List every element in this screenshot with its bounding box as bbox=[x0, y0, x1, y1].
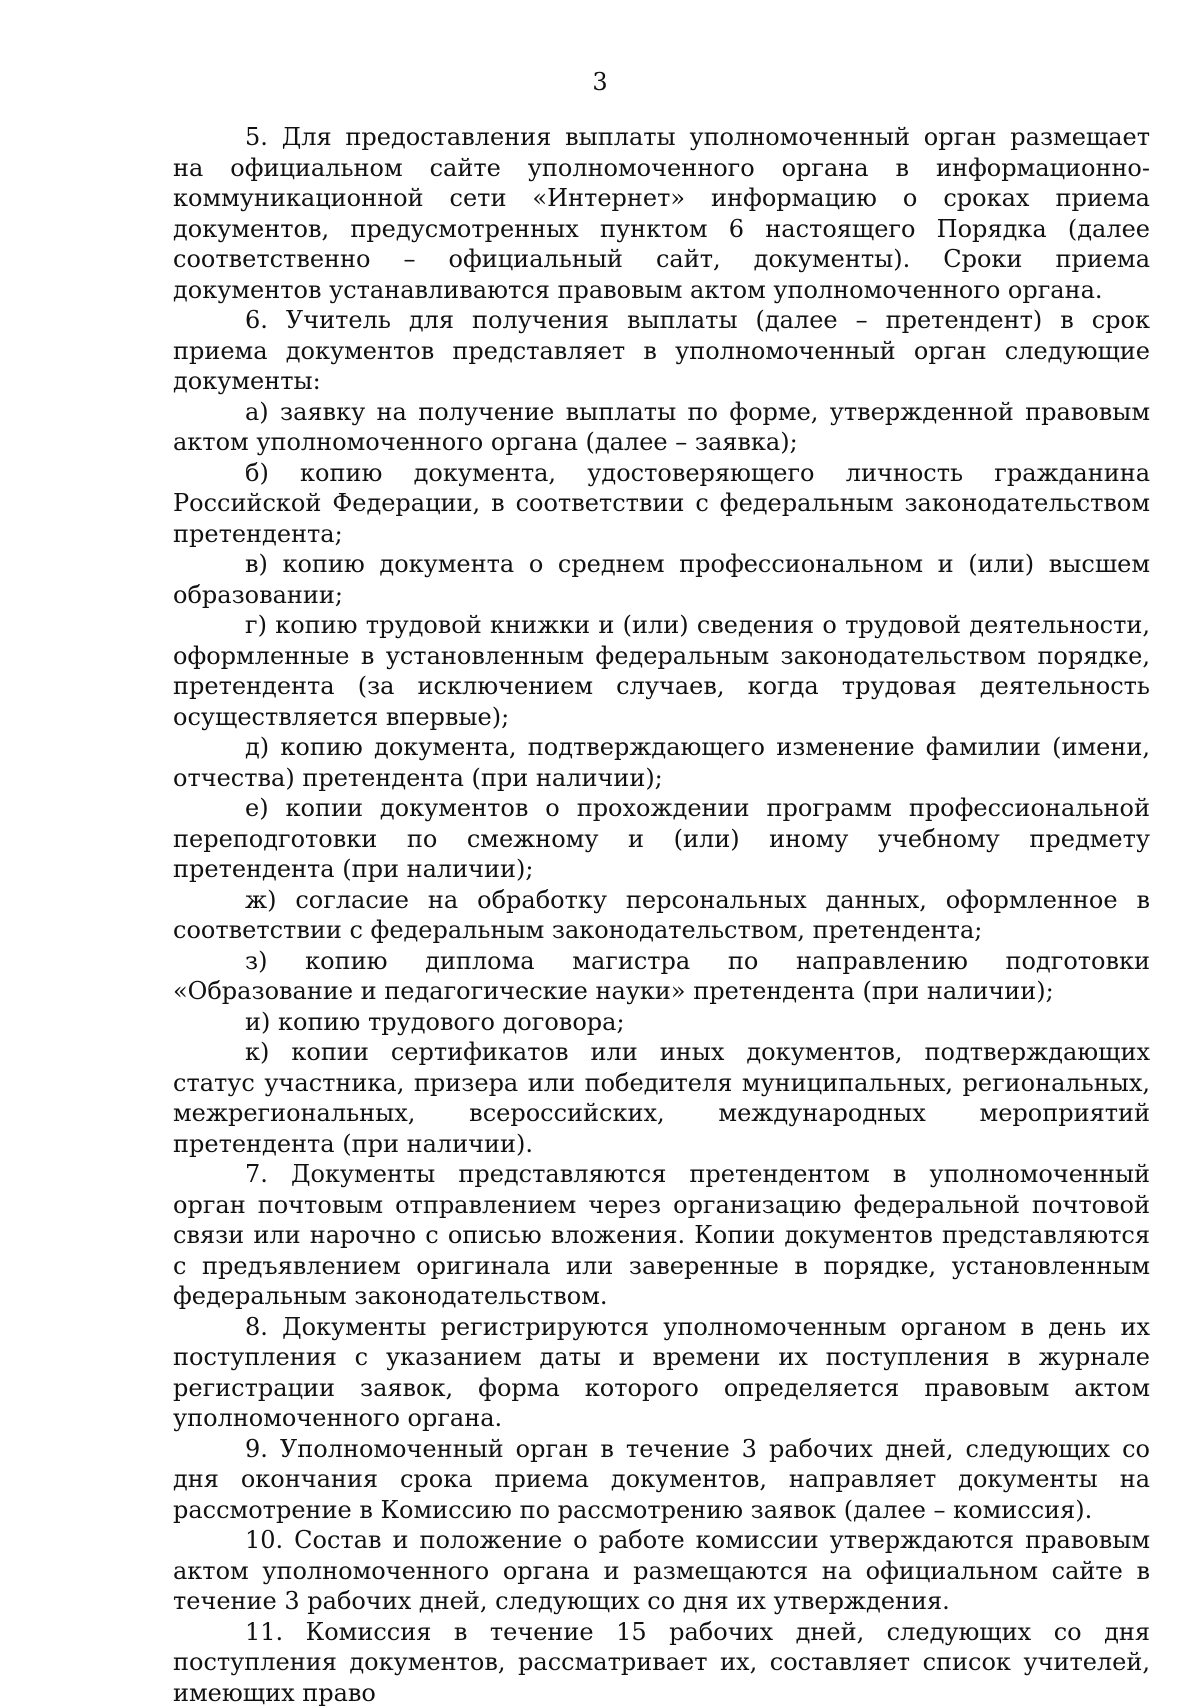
paragraph-item-7: 7. Документы представляются претендентом в уполномоченный орган почтовым отправлением через организацию федеральной почтовой связи или нарочно с описью вложения. Копии документов представляются с предъявлением оригинала или заверенные в порядке, установленным федеральным законодательством. bbox=[173, 1159, 1150, 1312]
paragraph-subitem-a: а) заявку на получение выплаты по форме, утвержденной правовым актом уполномоченного органа (далее – заявка); bbox=[173, 397, 1150, 458]
paragraph-item-10: 10. Состав и положение о работе комиссии утверждаются правовым актом уполномоченного органа и размещаются на официальном сайте в течение 3 рабочих дней, следующих со дня их утверждения. bbox=[173, 1525, 1150, 1617]
paragraph-item-11: 11. Комиссия в течение 15 рабочих дней, следующих со дня поступления документов, рассматривает их, составляет список учителей, имеющих право bbox=[173, 1617, 1150, 1708]
paragraph-subitem-d: д) копию документа, подтверждающего изменение фамилии (имени, отчества) претендента (при наличии); bbox=[173, 732, 1150, 793]
paragraph-item-8: 8. Документы регистрируются уполномоченным органом в день их поступления с указанием даты и времени их поступления в журнале регистрации заявок, форма которого определяется правовым актом уполномоченного органа. bbox=[173, 1312, 1150, 1434]
paragraph-subitem-z: з) копию диплома магистра по направлению подготовки «Образование и педагогические науки» претендента (при наличии); bbox=[173, 946, 1150, 1007]
paragraph-item-9: 9. Уполномоченный орган в течение 3 рабочих дней, следующих со дня окончания срока приема документов, направляет документы на рассмотрение в Комиссию по рассмотрению заявок (далее – комиссия). bbox=[173, 1434, 1150, 1526]
paragraph-subitem-g: г) копию трудовой книжки и (или) сведения о трудовой деятельности, оформленные в установленным федеральным законодательством порядке, претендента (за исключением случаев, когда трудовая деятельность осуществляется впервые); bbox=[173, 610, 1150, 732]
paragraph-item-5: 5. Для предоставления выплаты уполномоченный орган размещает на официальном сайте уполномоченного органа в информационно-коммуникационной сети «Интернет» информацию о сроках приема документов, предусмотренных пунктом 6 настоящего Порядка (далее соответственно – официальный сайт, документы). Сроки приема документов устанавливаются правовым актом уполномоченного органа. bbox=[173, 122, 1150, 305]
paragraph-subitem-k: к) копии сертификатов или иных документов, подтверждающих статус участника, призера или победителя муниципальных, региональных, межрегиональных, всероссийских, международных мероприятий претендента (при наличии). bbox=[173, 1037, 1150, 1159]
document-body bbox=[173, 122, 1150, 1708]
paragraph-subitem-b: б) копию документа, удостоверяющего личность гражданина Российской Федерации, в соответствии с федеральным законодательством претендента; bbox=[173, 458, 1150, 550]
page-number: 3 bbox=[0, 68, 1200, 96]
paragraph-subitem-v: в) копию документа о среднем профессиональном и (или) высшем образовании; bbox=[173, 549, 1150, 610]
paragraph-subitem-e: е) копии документов о прохождении программ профессиональной переподготовки по смежному и (или) иному учебному предмету претендента (при наличии); bbox=[173, 793, 1150, 885]
paragraph-subitem-zh: ж) согласие на обработку персональных данных, оформленное в соответствии с федеральным законодательством, претендента; bbox=[173, 885, 1150, 946]
paragraph-subitem-i: и) копию трудового договора; bbox=[173, 1007, 1150, 1038]
paragraph-item-6: 6. Учитель для получения выплаты (далее – претендент) в срок приема документов представляет в уполномоченный орган следующие документы: bbox=[173, 305, 1150, 397]
